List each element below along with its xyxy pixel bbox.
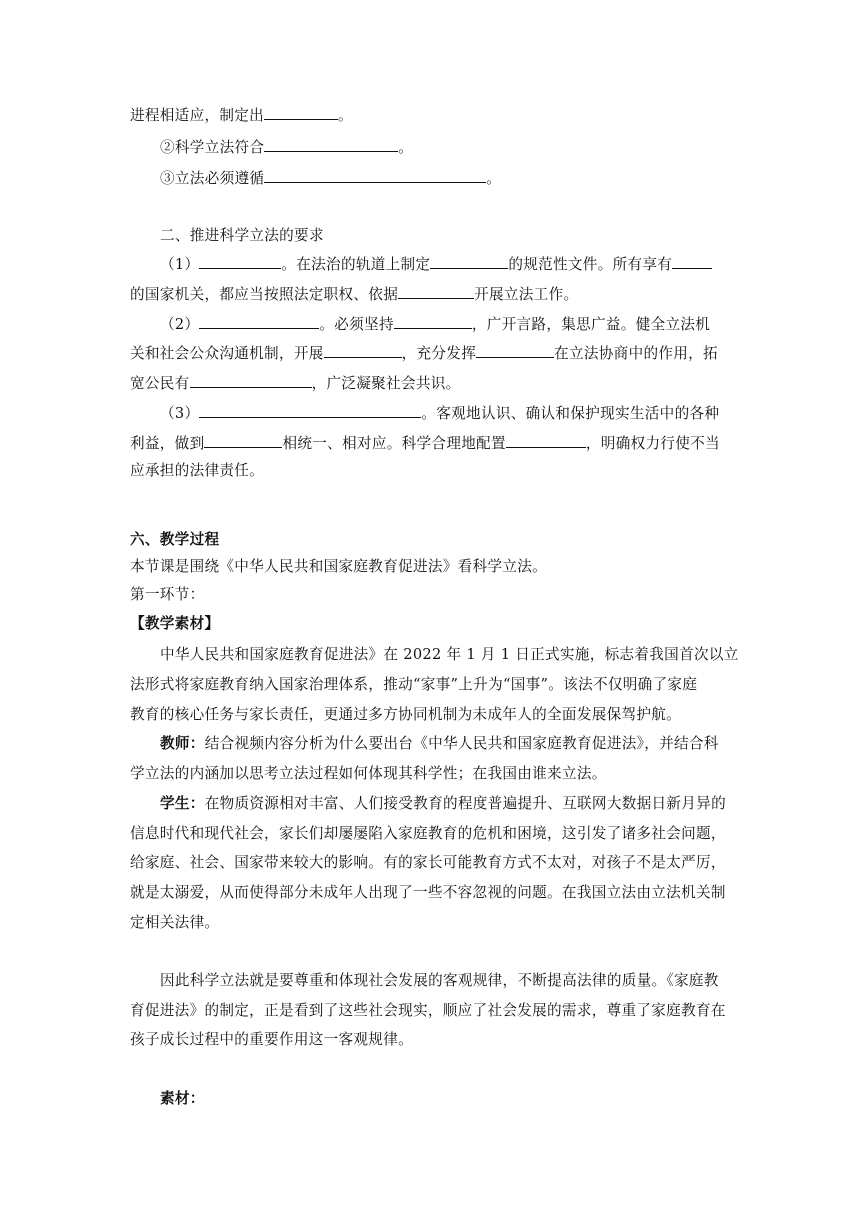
- text: 利益，做到: [130, 435, 205, 452]
- text: 的规范性文件。所有享有: [508, 256, 673, 273]
- speaker-label: 学生：: [160, 795, 205, 812]
- text: ，充分发挥: [401, 345, 477, 362]
- text: 进程相适应，制定出: [130, 107, 265, 124]
- paragraph-line: [160, 313, 760, 335]
- fill-blank: [398, 283, 474, 299]
- fill-blank: [264, 136, 398, 152]
- text: ③立法必须遵循: [160, 170, 265, 187]
- text: 。在法治的轨道上制定: [281, 256, 431, 273]
- text: 在物质资源相对丰富、人们接受教育的程度普遍提升、互联网大数据日新月异的: [204, 795, 726, 812]
- text: 在立法协商中的作用，拓: [554, 345, 718, 362]
- section-heading: 六、教学过程: [130, 531, 220, 548]
- paragraph-line: [130, 283, 730, 305]
- text: 结合视频内容分析为什么要出台《中华人民共和国家庭教育促进法》，并结合科: [204, 735, 719, 752]
- paragraph-line: 定相关法律。: [130, 914, 220, 931]
- fill-blank: [264, 167, 486, 183]
- text: ②科学立法符合: [160, 139, 265, 156]
- text: 。: [486, 170, 502, 187]
- material-label: 素材：: [160, 1090, 205, 1107]
- text: 相统一、相对应。科学合理地配置: [282, 435, 506, 452]
- text: 。: [398, 139, 414, 156]
- fill-blank: [324, 342, 402, 358]
- item-number: （1）: [160, 256, 200, 273]
- paragraph-line: 中华人民共和国家庭教育促进法》在 2022 年 1 月 1 日正式实施，标志着我国首次以立: [160, 646, 739, 663]
- paragraph-line: [130, 104, 730, 126]
- text: 宽公民有: [130, 375, 190, 392]
- text: 关和社会公众沟通机制，开展: [130, 345, 324, 362]
- paragraph-line: 本节课是围绕《中华人民共和国家庭教育促进法》看科学立法。: [130, 558, 548, 575]
- paragraph-line: 教育的核心任务与家长责任，更通过多方协同机制为未成年人的全面发展保驾护航。: [130, 706, 682, 723]
- fill-blank: [394, 313, 472, 329]
- text: 。必须坚持: [319, 316, 394, 333]
- paragraph-line: [160, 794, 760, 814]
- paragraph-line: 因此科学立法就是要尊重和体现社会发展的客观规律，不断提高法律的质量。《家庭教: [160, 972, 719, 989]
- fill-blank: [506, 432, 586, 448]
- fill-blank: [476, 342, 554, 358]
- paragraph-line: 应承担的法律责任。: [130, 462, 265, 479]
- paragraph-line: 学立法的内涵加以思考立法过程如何体现其科学性；在我国由谁来立法。: [130, 765, 607, 782]
- text: ，广开言路，集思广益。健全立法机: [471, 316, 711, 333]
- text: 。: [338, 107, 353, 124]
- item-number: （2）: [160, 316, 200, 333]
- fill-blank: [190, 372, 312, 388]
- paragraph-line: [160, 734, 760, 754]
- paragraph-line: 育促进法》的制定，正是看到了这些社会现实，顺应了社会发展的需求，尊重了家庭教育在: [130, 1002, 726, 1019]
- paragraph-line: 就是太溺爱，从而使得部分未成年人出现了一些不容忽视的问题。在我国立法由立法机关制: [130, 884, 726, 901]
- fill-blank: [430, 253, 508, 269]
- fill-blank: [264, 104, 338, 120]
- item-number: （3）: [160, 405, 200, 422]
- text: 开展立法工作。: [474, 286, 579, 303]
- text: ，明确权力行使不当: [585, 435, 720, 452]
- list-item: [160, 136, 760, 158]
- section-heading: 二、推进科学立法的要求: [160, 227, 324, 244]
- paragraph-line: [130, 432, 730, 454]
- text: ，广泛凝聚社会共识。: [311, 375, 461, 392]
- text: 。客观地认识、确认和保护现实生活中的各种: [421, 405, 720, 422]
- paragraph-line: [160, 253, 760, 275]
- paragraph-line: 第一环节：: [130, 586, 205, 603]
- paragraph-line: 信息时代和现代社会，家长们却屡屡陷入家庭教育的危机和困境，这引发了诸多社会问题，: [130, 825, 726, 842]
- fill-blank: [199, 402, 421, 418]
- paragraph-line: [160, 402, 760, 424]
- text: 的国家机关，都应当按照法定职权、依据: [130, 286, 399, 303]
- paragraph-line: [130, 342, 730, 364]
- material-label: 【教学素材】: [130, 615, 220, 632]
- paragraph-line: [130, 372, 730, 394]
- paragraph-line: 法形式将家庭教育纳入国家治理体系，推动“家事”上升为“国事”。该法不仅明确了家庭: [130, 676, 698, 693]
- paragraph-line: 给家庭、社会、国家带来较大的影响。有的家长可能教育方式不太对，对孩子不是太严厉，: [130, 854, 726, 871]
- paragraph-line: 孩子成长过程中的重要作用这一客观规律。: [130, 1031, 413, 1048]
- fill-blank: [199, 313, 319, 329]
- speaker-label: 教师：: [160, 735, 205, 752]
- fill-blank: [672, 253, 712, 269]
- fill-blank: [204, 432, 282, 448]
- list-item: [160, 167, 760, 189]
- fill-blank: [199, 253, 281, 269]
